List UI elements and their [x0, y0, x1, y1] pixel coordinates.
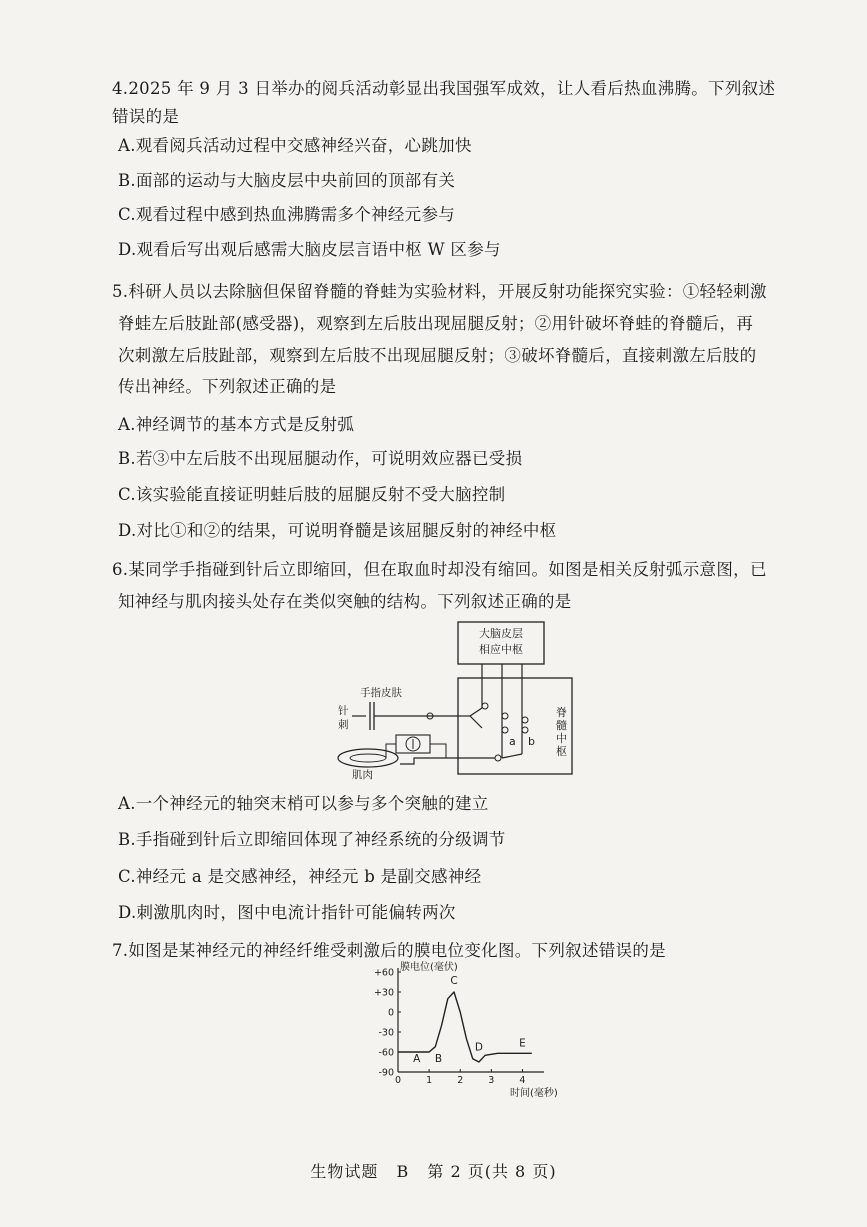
q6-option-c: C.神经元 a 是交感神经，神经元 b 是副交感神经 — [118, 867, 482, 886]
label-a: a — [509, 735, 516, 748]
potential-curve — [398, 992, 532, 1062]
curve-point-label: E — [519, 1037, 526, 1050]
x-tick-label: 4 — [519, 1075, 526, 1086]
needle-label-1: 针 — [338, 705, 349, 717]
x-tick-label: 2 — [457, 1075, 464, 1086]
footer-page: 第 2 页(共 8 页) — [427, 1162, 557, 1181]
q6-stem-line2: 知神经与肌肉接头处存在类似突触的结构。下列叙述正确的是 — [118, 592, 572, 611]
x-axis-label: 时间(毫秒) — [510, 1088, 558, 1099]
curve-point-label: A — [413, 1053, 421, 1065]
q4-option-c: C.观看过程中感到热血沸腾需多个神经元参与 — [118, 205, 456, 224]
skin-label: 手指皮肤 — [360, 687, 402, 699]
q4-option-a: A.观看阅兵活动过程中交感神经兴奋，心跳加快 — [118, 136, 472, 155]
q6-option-d: D.刺激肌肉时，图中电流计指针可能偏转两次 — [118, 903, 456, 922]
y-tick-label: -30 — [378, 1027, 394, 1039]
q7-stem: 7.如图是某神经元的神经纤维受刺激后的膜电位变化图。下列叙述错误的是 — [112, 941, 666, 960]
cortex-label-1: 大脑皮层 — [479, 627, 523, 640]
needle-label-2: 刺 — [338, 719, 349, 731]
cortex-label-2: 相应中枢 — [479, 643, 523, 656]
q6-option-b: B.手指碰到针后立即缩回体现了神经系统的分级调节 — [118, 830, 506, 849]
spinal-label-3: 中 — [556, 732, 567, 745]
reflex-arc-diagram — [330, 618, 600, 780]
q5-option-b: B.若③中左后肢不出现屈腿动作，可说明效应器已受损 — [118, 449, 523, 468]
spinal-label-1: 脊 — [556, 706, 567, 719]
y-tick-label: +60 — [373, 967, 394, 979]
q6-option-a: A.一个神经元的轴突末梢可以参与多个突触的建立 — [118, 794, 489, 813]
muscle-shape — [338, 749, 398, 767]
curve-point-label: D — [474, 1041, 483, 1054]
curve-point-label: C — [450, 975, 458, 987]
footer-version: B — [396, 1162, 410, 1181]
y-tick-label: -90 — [378, 1067, 394, 1079]
spinal-cord-box — [458, 678, 572, 774]
x-tick-label: 3 — [488, 1075, 495, 1086]
spinal-label-2: 髓 — [556, 719, 567, 732]
q5-stem-line4: 传出神经。下列叙述正确的是 — [118, 377, 337, 396]
q5-stem-line1: 5.科研人员以去除脑但保留脊髓的脊蛙为实验材料，开展反射功能探究实验：①轻轻刺激 — [112, 282, 767, 301]
q5-option-a: A.神经调节的基本方式是反射弧 — [118, 415, 355, 434]
q4-option-b: B.面部的运动与大脑皮层中央前回的顶部有关 — [118, 171, 456, 190]
muscle-label: 肌肉 — [352, 769, 373, 780]
q4-option-d: D.观看后写出观后感需大脑皮层言语中枢 W 区参与 — [118, 240, 501, 259]
curve-point-label: B — [434, 1053, 443, 1065]
q4-stem-line2: 错误的是 — [112, 107, 180, 126]
y-tick-label: -60 — [378, 1047, 394, 1059]
y-axis-label: 膜电位(毫伏) — [400, 962, 458, 973]
efferent-fiber — [400, 758, 495, 764]
q5-option-c: C.该实验能直接证明蛙后肢的屈腿反射不受大脑控制 — [118, 485, 506, 504]
q5-option-d: D.对比①和②的结果，可说明脊髓是该屈腿反射的神经中枢 — [118, 521, 557, 540]
label-b: b — [528, 735, 535, 748]
q6-stem-line1: 6.某同学手指碰到针后立即缩回，但在取血时却没有缩回。如图是相关反射弧示意图，已 — [112, 560, 767, 579]
page-footer — [0, 1159, 867, 1182]
y-tick-label: 0 — [387, 1007, 394, 1019]
spinal-label-4: 枢 — [556, 745, 567, 758]
q5-stem-line2: 脊蛙左后肢趾部(感受器)，观察到左后肢出现屈腿反射；②用针破坏脊蛙的脊髓后，再 — [118, 314, 754, 333]
y-tick-label: +30 — [373, 987, 394, 999]
x-tick-label: 0 — [394, 1075, 402, 1086]
q5-stem-line3: 次刺激左后肢趾部，观察到左后肢不出现屈腿反射；③破坏脊髓后，直接刺激左后肢的 — [118, 346, 757, 365]
x-tick-label: 1 — [426, 1075, 433, 1086]
q4-stem-line1: 4.2025 年 9 月 3 日举办的阅兵活动彰显出我国强军成效，让人看后热血沸腾。下列叙述 — [112, 79, 776, 98]
bleed-through-texture — [380, 116, 384, 132]
footer-subject: 生物试题 — [310, 1162, 379, 1181]
membrane-potential-chart — [360, 960, 560, 1110]
